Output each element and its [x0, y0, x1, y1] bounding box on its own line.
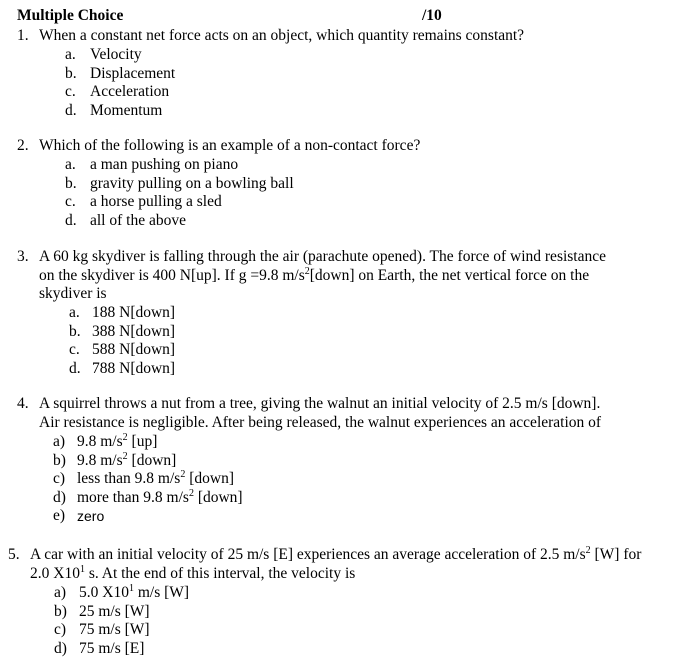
superscript: 2	[122, 450, 128, 462]
question-number: 1.	[17, 27, 29, 44]
option-text-part: [down]	[193, 488, 243, 506]
question-stem	[39, 395, 639, 432]
option-text-part: 9.8 m/s	[77, 451, 123, 469]
option-text-part: more than 9.8 m/s	[77, 488, 189, 506]
option-text-part: less than 9.8 m/s	[77, 470, 181, 487]
option-label: a)	[53, 433, 66, 450]
stem-line: A squirrel throws a nut from a tree, giving the walnut an initial velocity of 2.5 m/s [down].	[39, 395, 601, 412]
option-text: Displacement	[90, 64, 176, 82]
option-label: a.	[69, 304, 80, 321]
superscript: 2	[122, 432, 128, 443]
option-text-part: [down]	[127, 451, 177, 469]
question-stem	[30, 546, 670, 583]
option-text-part: m/s [W]	[133, 584, 190, 601]
stem-line: Air resistance is negligible. After being released, the walnut experiences an acceleration of	[39, 413, 602, 431]
superscript: 2	[188, 487, 194, 499]
section-title: Multiple Choice	[17, 7, 124, 24]
option-text-part: [up]	[127, 433, 158, 450]
option-text: 588 N[down]	[92, 341, 176, 358]
option-text	[79, 584, 189, 603]
option-label: c)	[53, 470, 66, 487]
superscript: 1	[128, 583, 134, 594]
option-label: e)	[53, 507, 66, 524]
question-stem: Which of the following is an example of a non-contact force?	[39, 137, 421, 154]
option-text: Velocity	[90, 46, 142, 63]
option-label: c.	[65, 193, 76, 210]
option-text: Momentum	[90, 101, 163, 119]
question-number: 4.	[17, 395, 29, 412]
option-label: a.	[65, 156, 76, 173]
option-label: c)	[54, 621, 67, 638]
option-label: d.	[69, 359, 81, 377]
question-number: 3.	[17, 248, 29, 265]
option-text-part: [down]	[185, 470, 234, 487]
stem-text: s. At the end of this interval, the velocity is	[84, 564, 356, 582]
option-label: b)	[53, 451, 66, 469]
option-text	[77, 489, 243, 508]
option-text: all of the above	[90, 211, 186, 229]
option-text: 75 m/s [E]	[79, 639, 145, 657]
option-text	[77, 433, 157, 452]
question-number: 2.	[17, 137, 29, 154]
stem-text: 2.0 X10	[30, 564, 80, 582]
stem-line	[30, 565, 670, 584]
option-text: 788 N[down]	[92, 359, 176, 377]
option-label: c.	[65, 83, 76, 100]
option-text: gravity pulling on a bowling ball	[90, 174, 294, 192]
option-text: 25 m/s [W]	[79, 602, 150, 620]
option-label: d)	[54, 639, 67, 657]
option-text: 188 N[down]	[92, 304, 176, 321]
option-text-part: 5.0 X10	[79, 584, 129, 601]
superscript: 2	[585, 545, 591, 556]
option-label: d.	[65, 211, 77, 229]
superscript: 1	[79, 563, 85, 575]
option-label: a.	[65, 46, 76, 63]
option-label: a)	[54, 584, 67, 601]
option-label: b.	[69, 322, 81, 340]
question-number: 5.	[8, 546, 20, 563]
option-text-part: 9.8 m/s	[77, 433, 123, 450]
quiz-header	[17, 7, 657, 26]
option-label: c.	[69, 341, 80, 358]
option-text	[77, 470, 234, 489]
option-text: 388 N[down]	[92, 322, 176, 340]
option-text: Acceleration	[90, 83, 170, 100]
stem-line: A 60 kg skydiver is falling through the air (parachute opened). The force of wind resistance	[39, 248, 607, 265]
stem-text: A car with an initial velocity of 25 m/s [E] experiences an average acceleration of 2.5 m/s	[30, 546, 586, 563]
stem-line	[39, 267, 639, 286]
stem-line	[30, 546, 670, 565]
option-text	[77, 452, 176, 471]
superscript: 2	[304, 265, 310, 277]
superscript: 2	[180, 469, 186, 480]
stem-line: skydiver is	[39, 285, 107, 302]
option-label: b)	[54, 602, 67, 620]
question-stem	[39, 248, 639, 304]
option-label: b.	[65, 174, 77, 192]
option-label: b.	[65, 64, 77, 82]
option-label: d.	[65, 101, 77, 119]
score-total: /10	[422, 7, 442, 24]
option-text: 75 m/s [W]	[79, 621, 150, 638]
option-label: d)	[53, 488, 66, 506]
option-text: zero	[77, 508, 105, 524]
option-text: a horse pulling a sled	[90, 193, 222, 210]
option-text: a man pushing on piano	[90, 156, 239, 173]
question-stem: When a constant net force acts on an object, which quantity remains constant?	[39, 27, 525, 44]
stem-text: on the skydiver is 400 N[up]. If g =9.8 m/s	[39, 266, 305, 284]
stem-text: [down] on Earth, the net vertical force on the	[309, 266, 590, 284]
stem-text: [W] for	[590, 546, 642, 563]
